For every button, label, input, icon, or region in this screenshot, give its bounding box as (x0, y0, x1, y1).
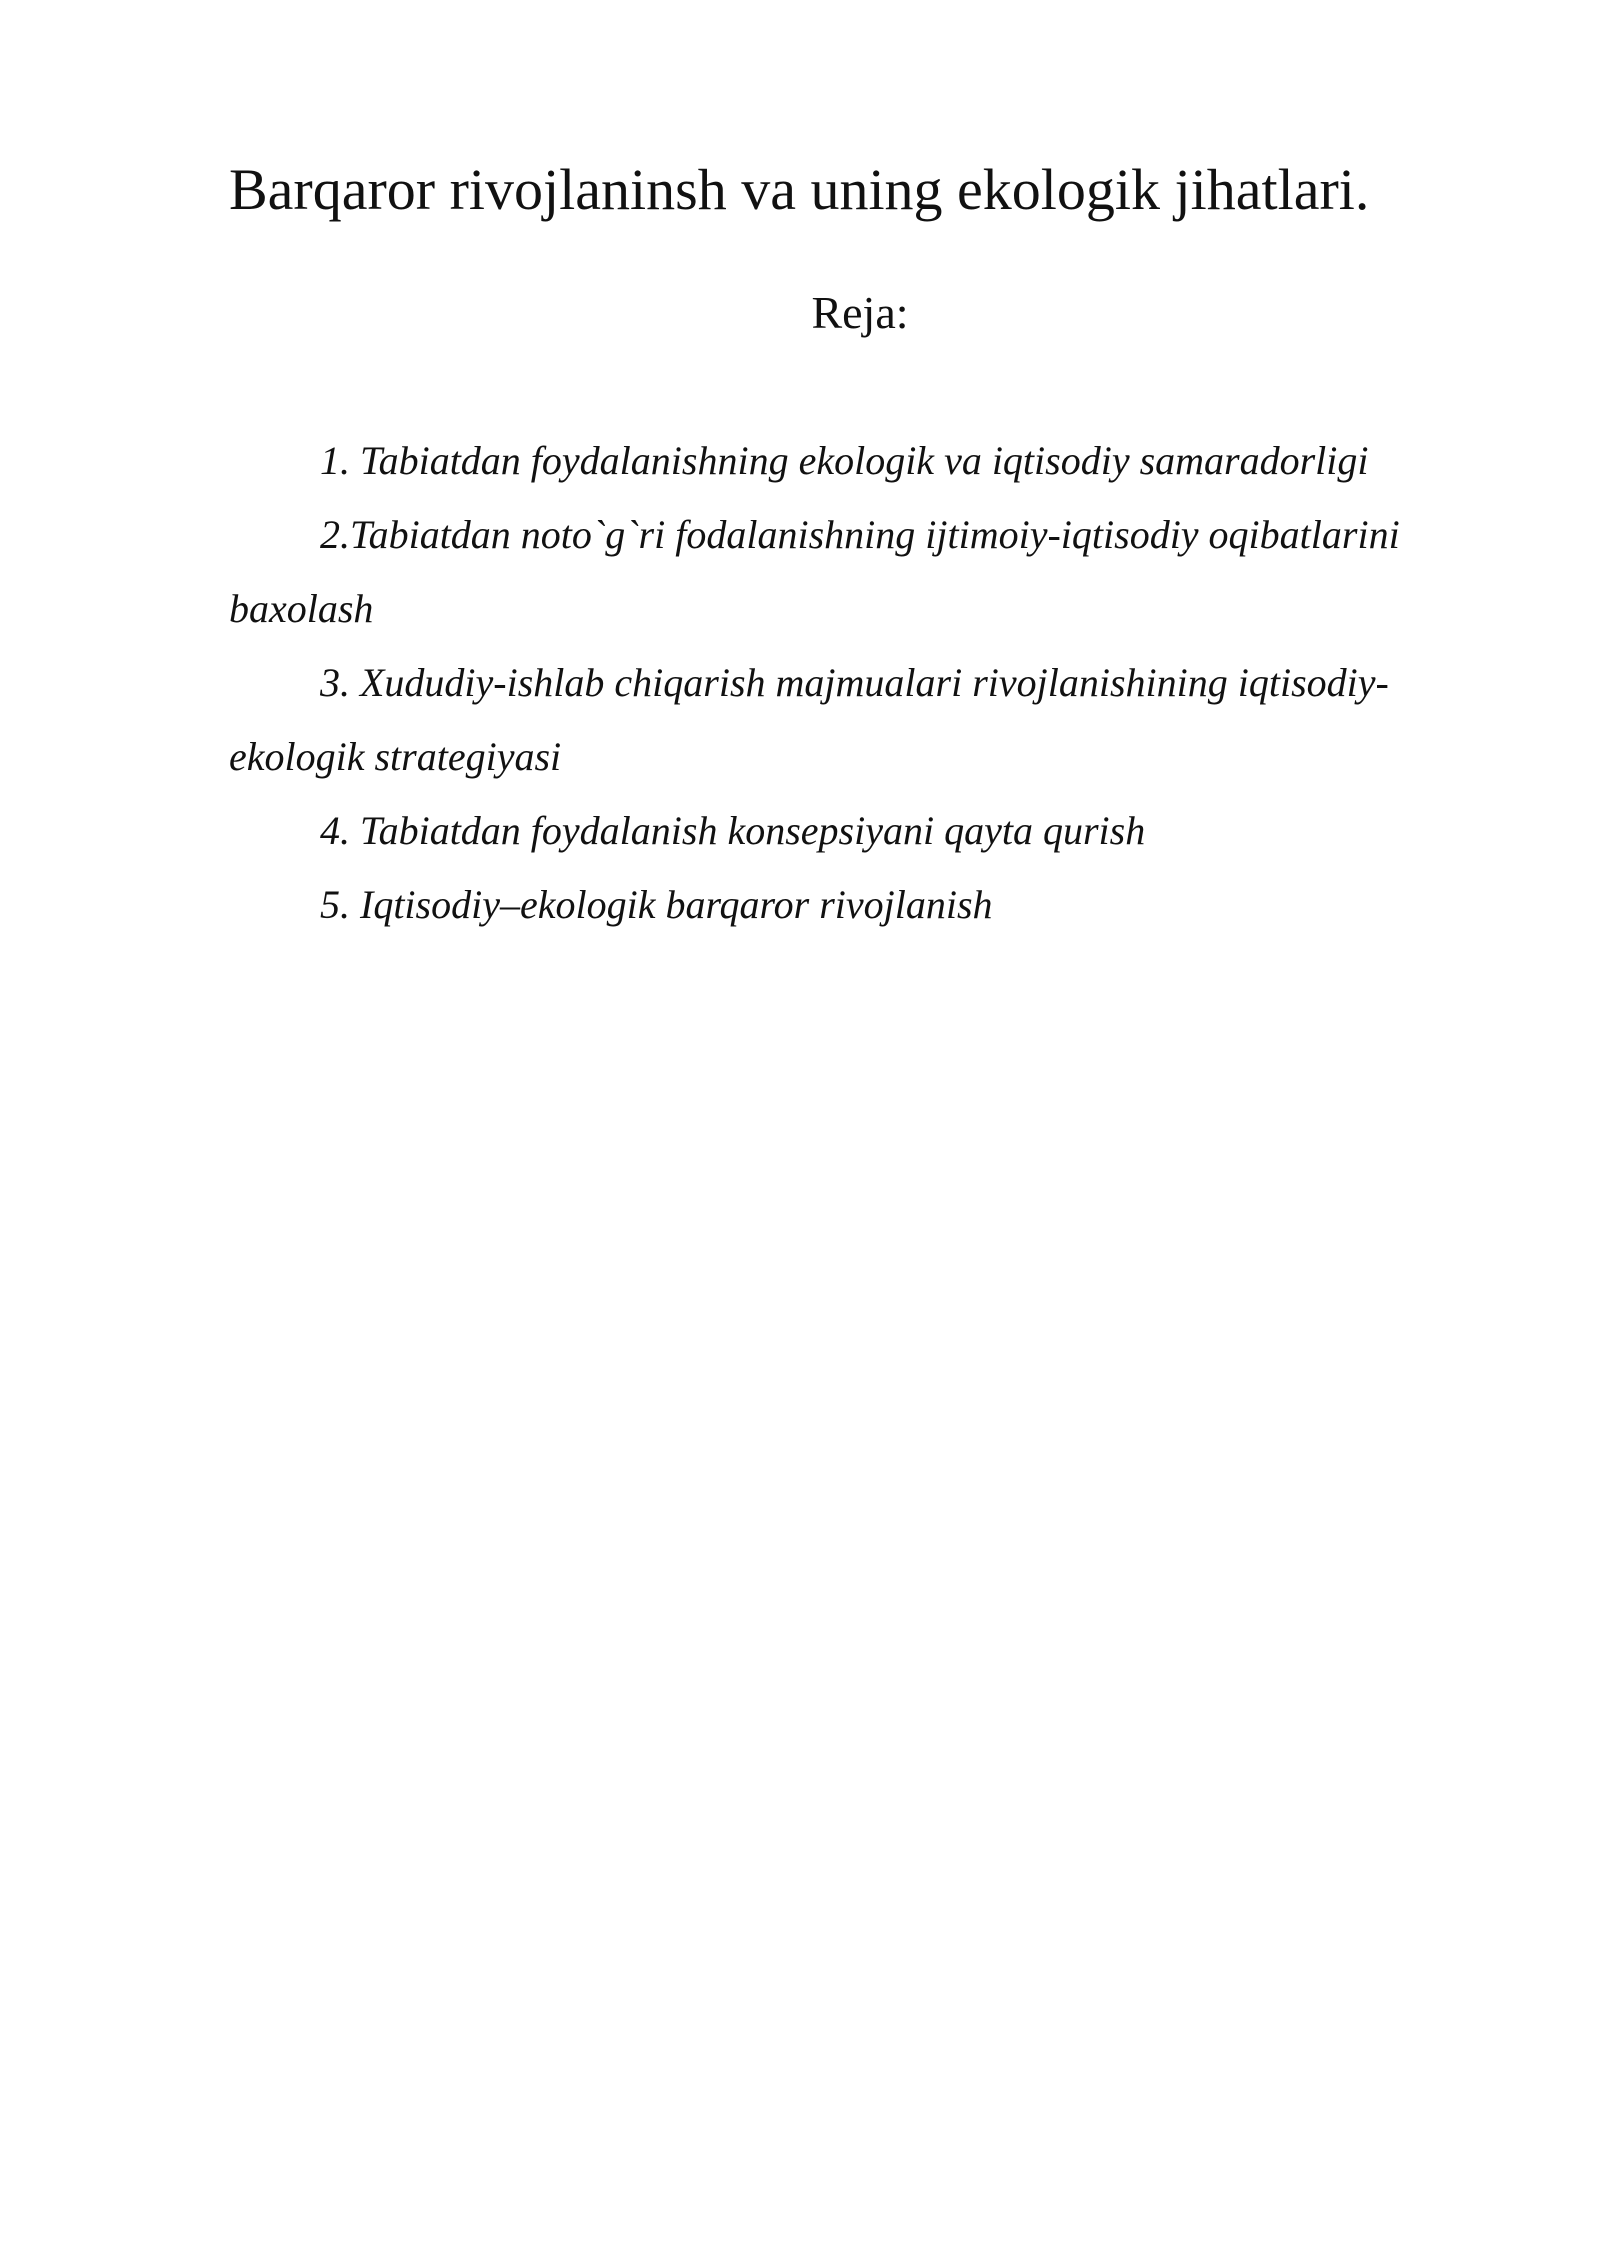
plan-list (229, 424, 1499, 942)
plan-item-1: 1. Tabiatdan foydalanishning ekologik va iqtisodiy samaradorligi (320, 438, 1369, 483)
document-title: Barqaror rivojlaninsh va uning ekologik jihatlari. (229, 157, 1370, 222)
plan-item-2: 2.Tabiatdan noto`g`ri fodalanishning ijtimoiy-iqtisodiy oqibatlarini baxolash (229, 512, 1400, 631)
plan-item-5: 5. Iqtisodiy–ekologik barqaror rivojlanish (320, 882, 993, 927)
plan-item-3: 3. Xududiy-ishlab chiqarish majmualari rivojlanishining iqtisodiy-ekologik strategiyasi (229, 660, 1389, 779)
plan-heading: Reja: (811, 287, 909, 338)
plan-item-4: 4. Tabiatdan foydalanish konsepsiyani qayta qurish (320, 808, 1146, 853)
